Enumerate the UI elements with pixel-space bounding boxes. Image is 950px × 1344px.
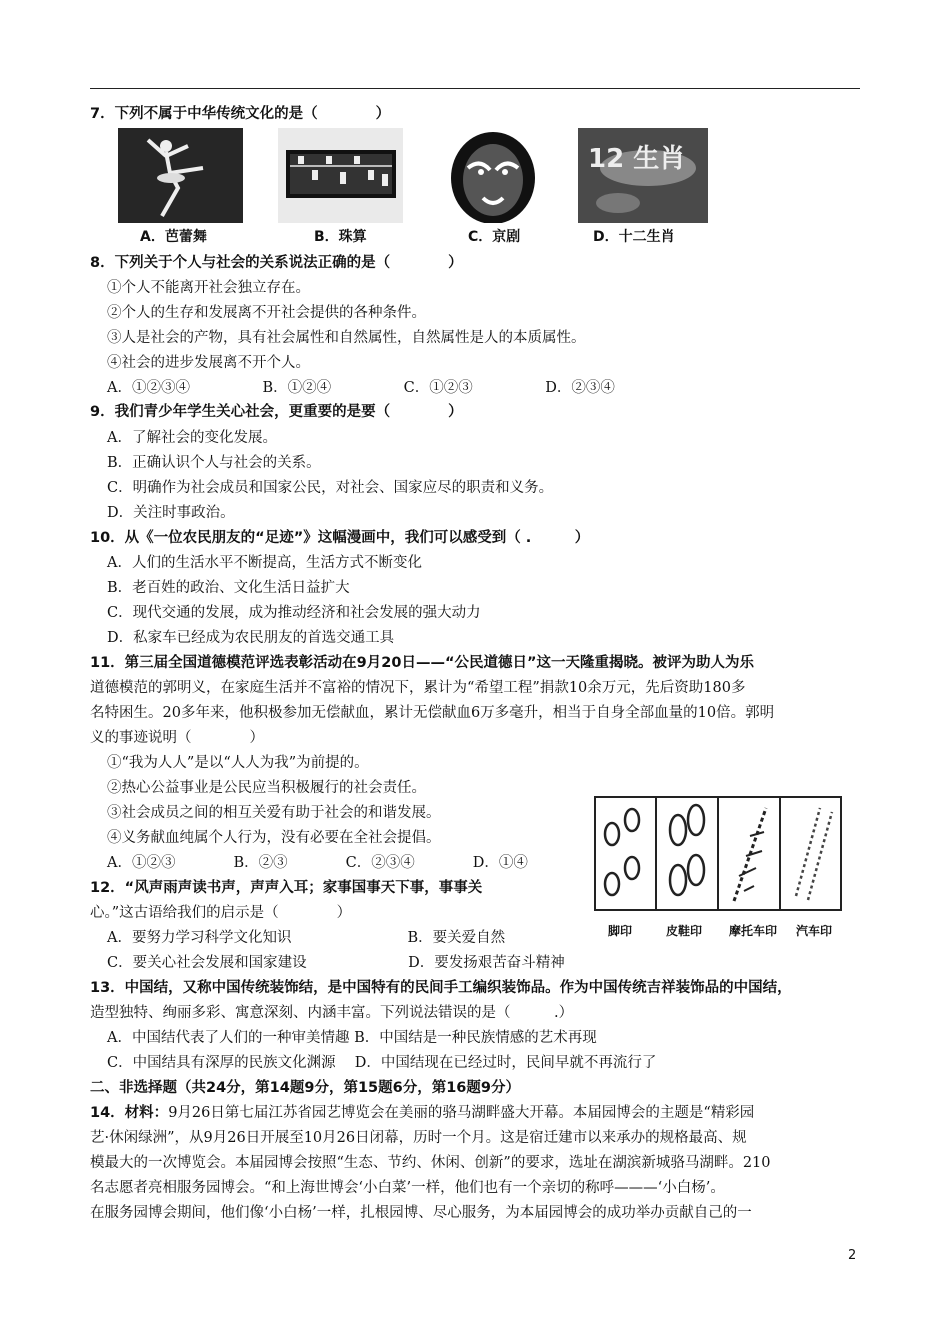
q11-item-2: ②热心公益事业是公民应当积极履行的社会责任。 — [107, 780, 426, 796]
q8-item-4: ④社会的进步发展离不开个人。 — [107, 355, 310, 371]
q14-line-4: 名志愿者亮相服务园博会。“和上海世博会‘小白菜’一样，他们也有一个亲切的称呼———‘小白杨’。 — [90, 1180, 725, 1196]
q8-stem: 8．下列关于个人与社会的关系说法正确的是（ ） — [90, 255, 463, 271]
footprints-comic — [594, 796, 842, 946]
q9-option-b: B．正确认识个人与社会的关系。 — [107, 455, 321, 471]
ballet-dancer-icon — [118, 128, 243, 223]
q7-caption-c: C．京剧 — [468, 229, 521, 245]
q9-option-c: C．明确作为社会成员和国家公民，对社会、国家应尽的职责和义务。 — [107, 480, 554, 496]
q14-line-1 — [90, 1103, 754, 1123]
q11-item-3: ③社会成员之间的相互关爱有助于社会的和谐发展。 — [107, 805, 441, 821]
q13-line-2: 造型独特、绚丽多彩、寓意深刻、内涵丰富。下列说法错误的是（ .） — [90, 1005, 574, 1021]
prints-label-motorbike: 摩托车印 — [729, 924, 778, 938]
q11-line-3: 名特困生。20多年来，他积极参加无偿献血，累计无偿献血6万多毫升，相当于自身全部血量的10倍。郭明 — [90, 705, 775, 721]
prints-label-shoe: 皮鞋印 — [666, 924, 703, 938]
q12-line-1: 12．“风声雨声读书声，声声入耳；家事国事天下事，事事关 — [90, 880, 483, 896]
q7-caption-d: D．十二生肖 — [593, 229, 675, 245]
footprints-icon — [594, 796, 842, 911]
q8-options: A．①②③④ B．①②④ C．①②③ D．②③④ — [107, 380, 615, 396]
q7-pictures — [118, 128, 718, 246]
q14-line-3: 模最大的一次博览会。本届园博会按照“生态、节约、休闲、创新”的要求，选址在湖滨新城骆马湖畔。210 — [90, 1155, 771, 1171]
q11-item-1: ①“我为人人”是以“人人为我”为前提的。 — [107, 755, 369, 771]
abacus-picture — [278, 128, 403, 223]
q14-line-2: 艺·休闲绿洲”，从9月26日开展至10月26日闭幕，历时一个月。这是宿迁建市以来承办的规格最高、规 — [90, 1130, 747, 1146]
q10-option-a: A．人们的生活水平不断提高，生活方式不断变化 — [107, 555, 422, 571]
header-rule — [90, 88, 860, 89]
q8-item-2: ②个人的生存和发展离不开社会提供的各种条件。 — [107, 305, 426, 321]
peking-opera-picture — [448, 128, 573, 223]
zodiac-picture-text: 12 生肖 — [588, 144, 686, 174]
q10-option-c: C．现代交通的发展，成为推动经济和社会发展的强大动力 — [107, 605, 481, 621]
q14-line-5: 在服务园博会期间，他们像‘小白杨’一样，扎根园博、尽心服务，为本届园博会的成功举办贡献自己的一 — [90, 1205, 752, 1221]
q7-stem: 7．下列不属于中华传统文化的是（ ） — [90, 106, 391, 122]
page-number: 2 — [848, 1248, 857, 1263]
q8-item-1: ①个人不能离开社会独立存在。 — [107, 280, 310, 296]
prints-label-car: 汽车印 — [796, 924, 833, 938]
q9-stem: 9．我们青少年学生关心社会，更重要的是要（ ） — [90, 404, 463, 420]
q7-caption-a: A．芭蕾舞 — [140, 229, 207, 245]
abacus-icon — [278, 128, 403, 223]
q12-options-cd: C．要关心社会发展和国家建设 D．要发扬艰苦奋斗精神 — [107, 955, 565, 971]
q11-line-4: 义的事迹说明（ ） — [90, 730, 264, 746]
q11-item-4: ④义务献血纯属个人行为，没有必要在全社会提倡。 — [107, 830, 441, 846]
q10-option-d: D．私家车已经成为农民朋友的首选交通工具 — [107, 630, 395, 646]
prints-label-foot: 脚印 — [608, 924, 633, 938]
q12-options-ab: A．要努力学习科学文化知识 B．要关爱自然 — [107, 930, 506, 946]
q9-option-a: A．了解社会的变化发展。 — [107, 430, 277, 446]
q13-options-ab: A．中国结代表了人们的一种审美情趣 B．中国结是一种民族情感的艺术再现 — [107, 1030, 597, 1046]
q14-label: 14．材料： — [90, 1105, 169, 1121]
q13-options-cd: C．中国结具有深厚的民族文化渊源 D．中国结现在已经过时，民间早就不再流行了 — [107, 1055, 657, 1071]
section-2-heading: 二、非选择题（共24分，第14题9分，第15题6分，第16题9分） — [90, 1080, 520, 1096]
q11-options: A．①②③ B．②③ C．②③④ D．①④ — [107, 855, 528, 871]
opera-mask-icon — [448, 128, 573, 223]
q11-line-1: 11．第三届全国道德模范评选表彰活动在9月20日——“公民道德日”这一天隆重揭晓。被评为助人为乐 — [90, 655, 755, 671]
q11-line-2: 道德模范的郭明义，在家庭生活并不富裕的情况下，累计为“希望工程”捐款10余万元，先后资助180多 — [90, 680, 746, 696]
q14-text-1: 9月26日第七届江苏省园艺博览会在美丽的骆马湖畔盛大开幕。本届园博会的主题是“精彩园 — [168, 1105, 755, 1121]
q10-stem: 10．从《一位农民朋友的“足迹”》这幅漫画中，我们可以感受到（ . ） — [90, 530, 590, 546]
q8-item-3: ③人是社会的产物，具有社会属性和自然属性，自然属性是人的本质属性。 — [107, 330, 586, 346]
q10-option-b: B．老百姓的政治、文化生活日益扩大 — [107, 580, 350, 596]
ballet-picture — [118, 128, 243, 223]
q9-option-d: D．关注时事政治。 — [107, 505, 235, 521]
q13-line-1: 13．中国结，又称中国传统装饰结，是中国特有的民间手工编织装饰品。作为中国传统吉祥装饰品的中国结， — [90, 980, 792, 996]
q12-line-2: 心。”这古语给我们的启示是（ ） — [90, 905, 352, 921]
q7-caption-b: B．珠算 — [314, 229, 367, 245]
